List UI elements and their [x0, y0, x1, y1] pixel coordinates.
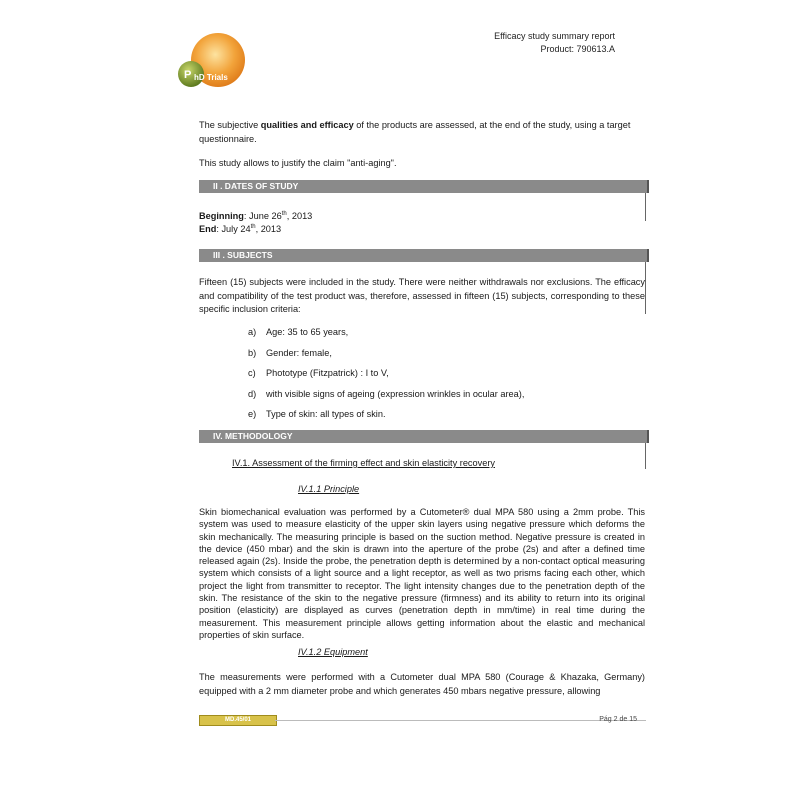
report-header — [494, 30, 615, 56]
logo-graphic — [170, 30, 255, 100]
inclusion-criteria-list — [248, 326, 628, 429]
section-divider — [645, 262, 646, 314]
list-item-text: Age: 35 to 65 years, — [266, 327, 349, 337]
list-item-text: Phototype (Fitzpatrick) : I to V, — [266, 368, 389, 378]
svg-text:hD Trials: hD Trials — [194, 73, 228, 82]
date-begin-value: : June 26 — [243, 211, 282, 222]
section-header-dates — [199, 180, 649, 193]
list-item-letter: c) — [248, 368, 256, 378]
footer-divider — [275, 720, 646, 721]
section-title-subjects: III . SUBJECTS — [213, 250, 273, 260]
list-item — [248, 367, 628, 388]
list-item-letter: b) — [248, 347, 257, 358]
subsection-title-iv1: IV.1. Assessment of the firming effect and skin elasticity recovery — [232, 458, 495, 468]
date-end-label: End — [199, 224, 217, 235]
intro-text-pre: The subjective — [199, 120, 261, 130]
list-item — [248, 326, 628, 347]
list-item — [248, 347, 628, 368]
phd-trials-logo — [170, 30, 255, 100]
section-title-dates: II . DATES OF STUDY — [213, 181, 299, 191]
section-divider — [645, 193, 646, 221]
list-item-text: Type of skin: all types of skin. — [266, 409, 386, 419]
date-end-year: , 2013 — [255, 224, 282, 235]
intro-paragraph-2: This study allows to justify the claim "anti-aging". — [199, 158, 397, 168]
intro-text-post: of the products are assessed, at the end of the study, using a target questionnaire. — [199, 120, 631, 144]
page-number: Pág 2 de 15 — [599, 716, 637, 723]
date-end-value: : July 24 — [216, 224, 251, 235]
date-begin-label: Beginning — [199, 211, 244, 222]
date-end — [199, 221, 645, 237]
list-item-text: Gender: female, — [266, 347, 332, 358]
equipment-paragraph: The measurements were performed with a Cutometer dual MPA 580 (Courage & Khazaka, Germany) equipped with a 2 mm diameter probe and which generates 450 mbars negative pressure, allowing — [199, 672, 645, 696]
list-item — [248, 388, 628, 409]
list-item-text: with visible signs of ageing (expression wrinkles in ocular area), — [266, 388, 525, 399]
subsection-title-principle: IV.1.1 Principle — [298, 484, 360, 494]
list-item — [248, 408, 628, 429]
date-begin-year: , 2013 — [286, 211, 313, 222]
section-header-subjects — [199, 249, 649, 262]
section-header-methodology — [199, 430, 649, 443]
intro-paragraph-1 — [199, 119, 645, 146]
svg-text:P: P — [184, 69, 192, 81]
list-item-letter: e) — [248, 409, 257, 419]
list-item-letter: a) — [248, 327, 257, 337]
intro-text-bold: qualities and efficacy — [260, 120, 354, 130]
list-item-letter: d) — [248, 388, 257, 399]
document-code-badge: MD.45/01 — [199, 715, 277, 726]
date-end-sup: th — [250, 224, 256, 230]
subjects-paragraph: Fifteen (15) subjects were included in the study. There were neither withdrawals nor exclusions. The efficacy and compatibility of the test product was, therefore, assessed in fifteen (15) subjects, corresponding to these specific inclusion criteria: — [199, 277, 645, 314]
product-code: Product: 790613.A — [540, 44, 615, 54]
section-divider — [645, 443, 646, 469]
subsection-title-equipment: IV.1.2 Equipment — [298, 647, 368, 657]
date-begin-sup: th — [281, 211, 287, 217]
section-title-methodology: IV. METHODOLOGY — [213, 431, 293, 441]
principle-paragraph: Skin biomechanical evaluation was performed by a Cutometer® dual MPA 580 using a 2mm probe. This system was used to measure elasticity of the upper skin layers using negative pressure which deforms the skin mechanically. The measuring principle is based on the suction method. Negative pressure is created in the device (450 mbar) and the skin is drawn into the aperture of the probe (2s) and after a defined time released again (2s). Inside the probe, the penetration depth is determined by a non-contact optical measuring system which consists of a light source and a light receptor, as well as two prisms facing each other, which project the light from transmitter to receptor. The light intensity changes due to the penetration depth of the skin. The resistance of the skin to the negative pressure (firmness) and its ability to return into its original position (elasticity) are displayed as curves (penetration depth in mm/time) in real time during the measurement. This measurement principle allows getting information about the elastic and mechanical properties of skin surface. — [199, 507, 645, 640]
report-title: Efficacy study summary report — [494, 31, 615, 41]
